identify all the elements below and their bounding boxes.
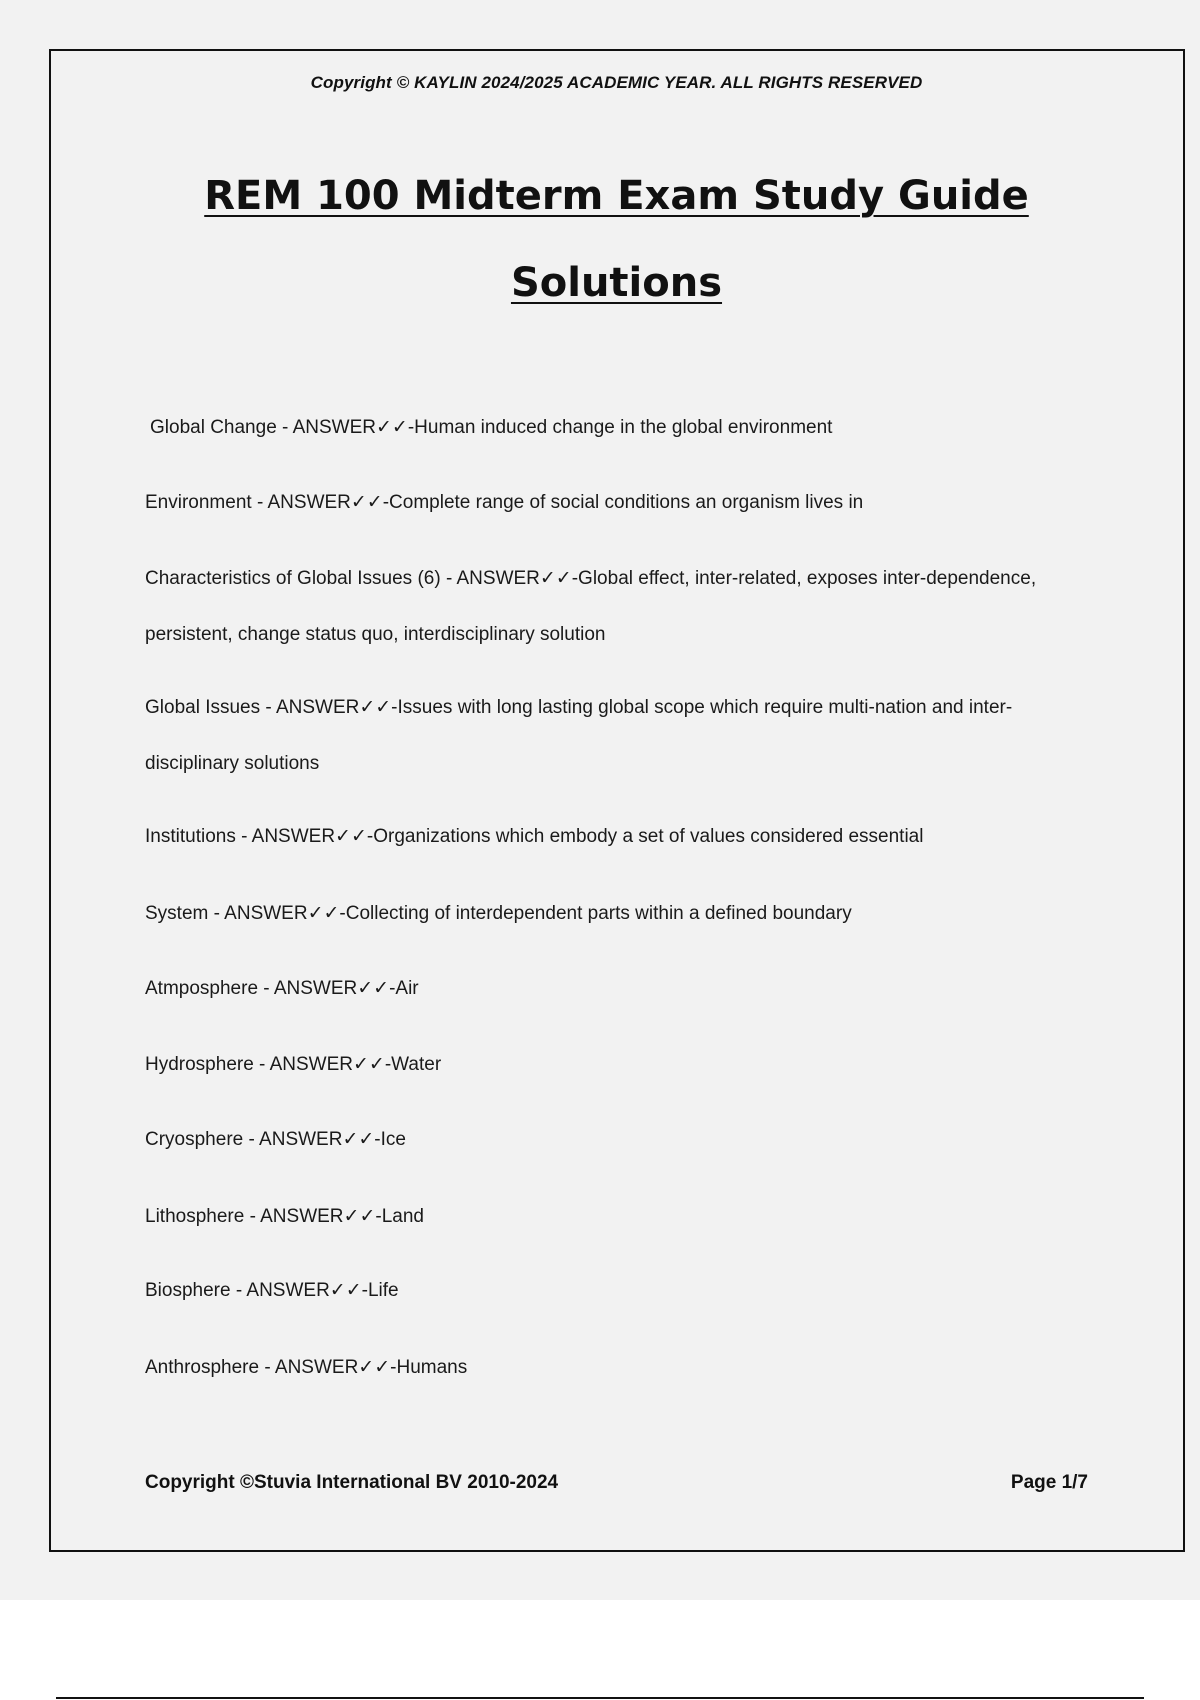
list-item: Atmposphere - ANSWER✓✓-Air [145, 978, 419, 999]
page-title [0, 173, 1200, 219]
list-item: Cryosphere - ANSWER✓✓-Ice [145, 1129, 406, 1150]
list-item: Lithosphere - ANSWER✓✓-Land [145, 1206, 424, 1227]
page-number: Page 1/7 [1010, 1472, 1088, 1493]
list-item: Environment - ANSWER✓✓-Complete range of social conditions an organism lives in [145, 492, 864, 513]
list-item: Institutions - ANSWER✓✓-Organizations which embody a set of values considered essential [145, 826, 924, 847]
list-item: System - ANSWER✓✓-Collecting of interdependent parts within a defined boundary [145, 903, 852, 924]
list-item: Global Issues - ANSWER✓✓-Issues with long lasting global scope which require multi-nation and inter- [145, 697, 1013, 718]
list-item: Characteristics of Global Issues (6) - ANSWER✓✓-Global effect, inter-related, exposes inter-dependence, [145, 568, 1037, 589]
list-item-continuation: persistent, change status quo, interdisciplinary solution [145, 624, 606, 645]
next-page-top-rule [56, 1697, 1144, 1699]
list-item-continuation: disciplinary solutions [145, 753, 320, 774]
list-item: Biosphere - ANSWER✓✓-Life [145, 1280, 399, 1301]
list-item: Anthrosphere - ANSWER✓✓-Humans [145, 1357, 468, 1378]
page-title-line-1: REM 100 Midterm Exam Study Guide [204, 173, 1029, 219]
list-item: Global Change - ANSWER✓✓-Human induced change in the global environment [150, 417, 833, 438]
page-title-line-2: Solutions [510, 260, 723, 306]
header-copyright: Copyright © KAYLIN 2024/2025 ACADEMIC YEAR. ALL RIGHTS RESERVED [310, 73, 923, 92]
page-title-continued [0, 260, 1200, 306]
list-item: Hydrosphere - ANSWER✓✓-Water [145, 1054, 442, 1075]
footer-copyright: Copyright ©Stuvia International BV 2010-2024 [145, 1472, 559, 1493]
